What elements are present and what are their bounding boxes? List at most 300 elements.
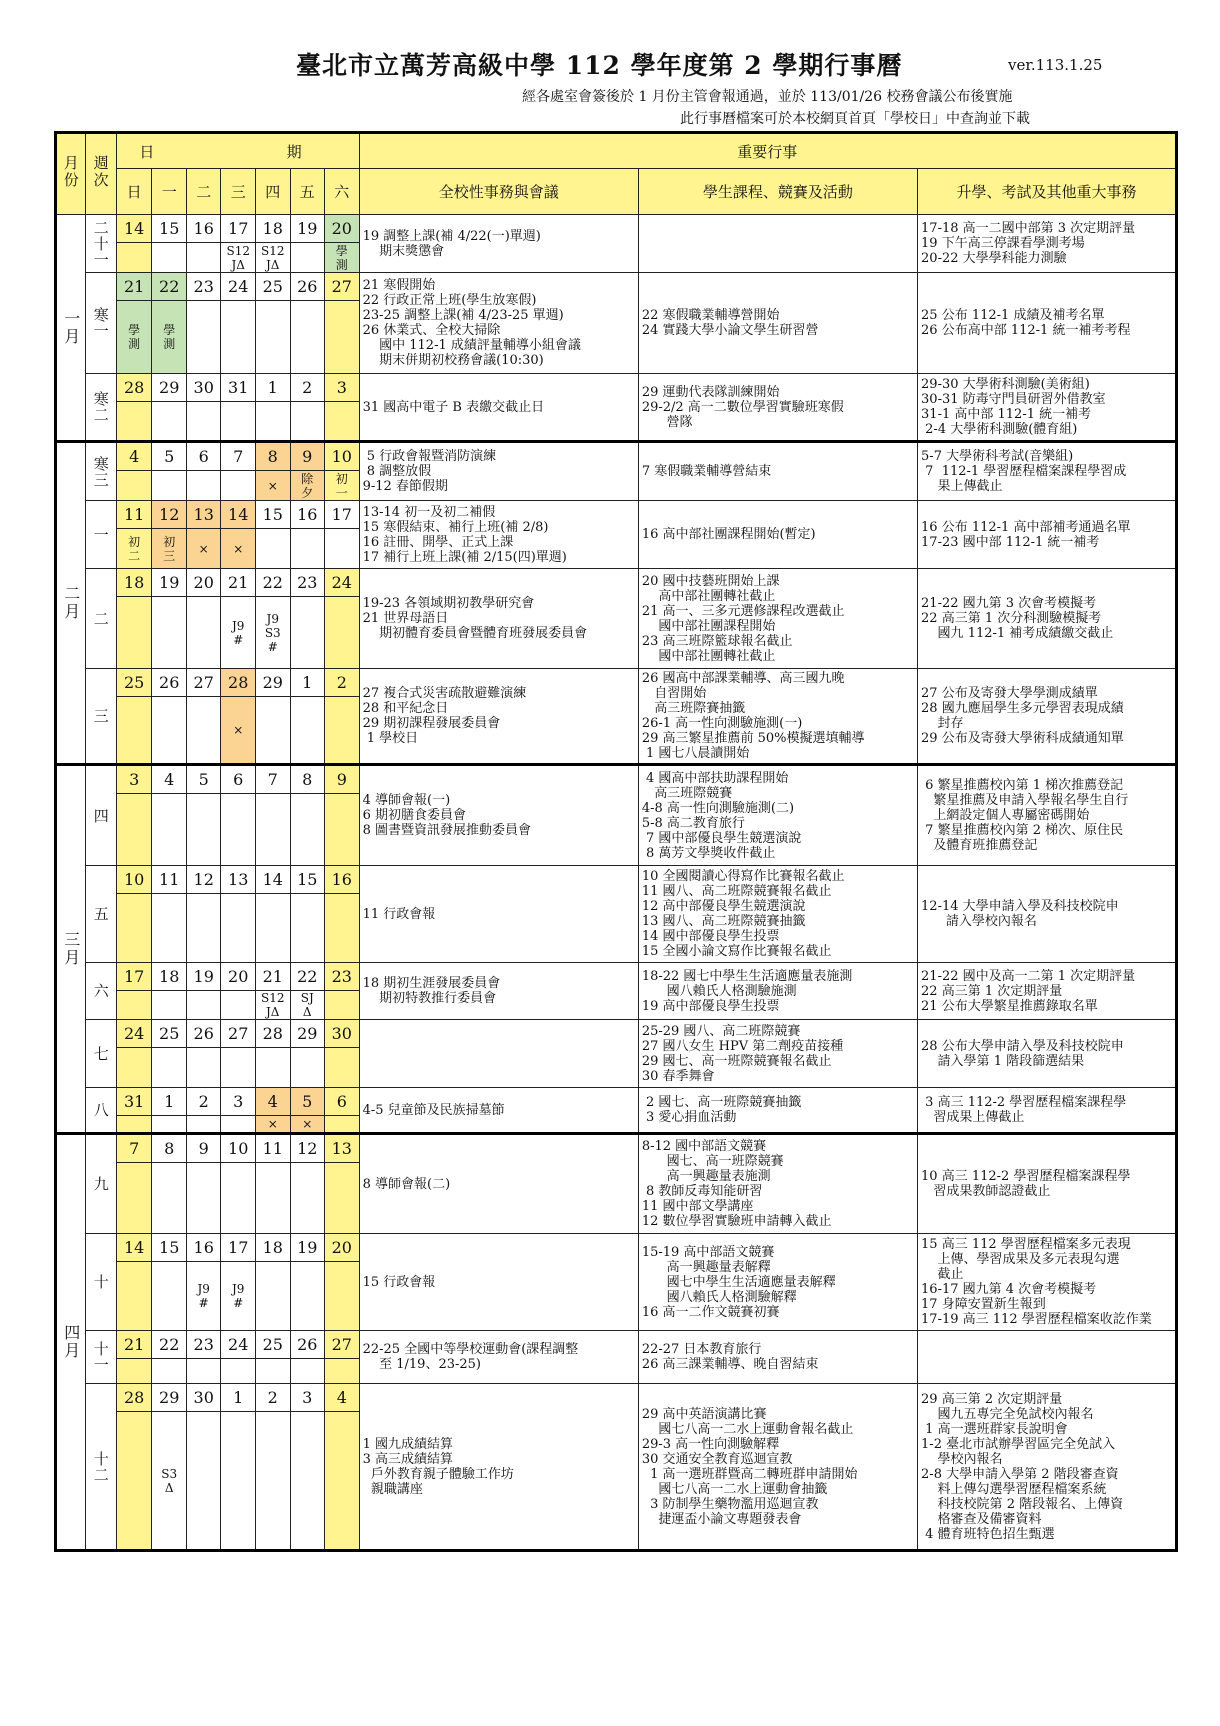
date-thu: 25	[255, 1331, 290, 1359]
date-mark-sat	[325, 1163, 360, 1234]
date-mon: 19	[152, 569, 187, 597]
events-student: 16 高中部社團課程開始(暫定)	[638, 501, 917, 569]
date-thu: 21	[255, 963, 290, 991]
download-note: 此行事曆檔案可於本校網頁首頁「學校日」中查詢並下載	[680, 111, 1030, 127]
date-mark-tue	[186, 243, 221, 273]
week-label: 十一	[86, 1331, 116, 1384]
date-thu: 2	[255, 1384, 290, 1412]
date-fri: 9	[290, 442, 325, 471]
events-school: 19-23 各領域期初教學研究會 21 世界母語日 期初體育委員會暨體育班發展委員會	[359, 569, 638, 669]
date-mark-mon	[152, 697, 187, 765]
date-mark-sat: 初 一	[325, 471, 360, 501]
date-sun: 31	[116, 1088, 152, 1116]
events-school: 15 行政會報	[359, 1234, 638, 1331]
date-mark-wed: ×	[221, 697, 256, 765]
date-mon: 26	[152, 669, 187, 697]
date-mark-fri	[290, 529, 325, 569]
date-fri: 15	[290, 866, 325, 894]
date-mark-thu: ×	[255, 1116, 290, 1134]
date-mark-thu: J9 S3 #	[255, 597, 290, 669]
date-fri: 19	[290, 215, 325, 243]
header-exam-affairs: 升學、考試及其他重大事務	[918, 169, 1177, 215]
date-sun: 7	[116, 1134, 152, 1163]
month-label: 一月	[56, 215, 86, 442]
events-school: 31 國高中電子 B 表繳交截止日	[359, 374, 638, 442]
date-sun: 14	[116, 1234, 152, 1262]
date-wed: 27	[221, 1020, 256, 1048]
date-mark-tue	[186, 1116, 221, 1134]
events-student: 15-19 高中部語文競賽 高一興趣量表解釋 國七中學生生活適應量表解釋 國八賴氏人格測驗解釋 16 高一二作文競賽初賽	[638, 1234, 917, 1331]
month-label: 三月	[56, 765, 86, 1134]
events-student: 20 國中技藝班開始上課 高中部社團轉社截止 21 高一、三多元選修課程改選截止 國中部社團課程開始 23 高三班際籃球報名截止 國中部社團轉社截止	[638, 569, 917, 669]
date-sat: 2	[325, 669, 360, 697]
date-thu: 11	[255, 1134, 290, 1163]
events-school: 1 國九成績結算 3 高三成績結算 戶外教育親子體驗工作坊 親職講座	[359, 1384, 638, 1551]
weekday-sun: 日	[116, 169, 152, 215]
month-label: 二月	[56, 442, 86, 765]
date-tue: 27	[186, 669, 221, 697]
date-mon: 29	[152, 1384, 187, 1412]
header-date-right: 期	[286, 142, 302, 161]
date-mark-sat	[325, 402, 360, 442]
date-mark-fri	[290, 301, 325, 374]
month-label: 四月	[56, 1134, 86, 1551]
events-exam: 21-22 國九第 3 次會考模擬考 22 高三第 1 次分科測驗模擬考 國九 112-1 補考成績繳交截止	[918, 569, 1177, 669]
events-exam: 3 高三 112-2 學習歷程檔案課程學 習成果上傳截止	[918, 1088, 1177, 1134]
events-student: 7 寒假職業輔導營結束	[638, 442, 917, 501]
date-mark-fri	[290, 1048, 325, 1088]
weekday-fri: 五	[290, 169, 325, 215]
date-fri: 22	[290, 963, 325, 991]
date-wed: 3	[221, 1088, 256, 1116]
week-row	[56, 501, 1177, 529]
date-mark-sat	[325, 697, 360, 765]
date-mark-tue	[186, 1048, 221, 1088]
week-row	[56, 765, 1177, 794]
date-mark-sun: 學 測	[116, 301, 152, 374]
date-mark-sat	[325, 597, 360, 669]
date-mark-fri	[290, 1359, 325, 1384]
date-wed: 24	[221, 1331, 256, 1359]
date-mark-wed	[221, 1048, 256, 1088]
date-sun: 24	[116, 1020, 152, 1048]
date-wed: 20	[221, 963, 256, 991]
header-date-left: 日	[139, 142, 155, 161]
date-sat: 4	[325, 1384, 360, 1412]
date-wed: 17	[221, 215, 256, 243]
week-row	[56, 374, 1177, 402]
events-exam: 15 高三 112 學習歷程檔案多元表現 上傳、學習成果及多元表現勾選 截止 16-17 國九第 4 次會考模擬考 17 身障安置新生報到 17-19 高三 112 學習歷程檔案收訖作業	[918, 1234, 1177, 1331]
date-mark-sat	[325, 1116, 360, 1134]
events-exam	[918, 1331, 1177, 1384]
date-mark-tue	[186, 471, 221, 501]
date-wed: 10	[221, 1134, 256, 1163]
date-sat: 3	[325, 374, 360, 402]
date-wed: 14	[221, 501, 256, 529]
events-exam: 29 高三第 2 次定期評量 國九五專完全免試校內報名 1 高一選班群家長說明會 1-2 臺北市試辦學習區完全免試入 學校內報名 2-8 大學申請入學第 2 階段審查資 料上傳勾選學習歷程檔案系統 科技校院第 2 階段報名、上傳資 格審查及備審資料 4 體育班特色招生甄選	[918, 1384, 1177, 1551]
date-mark-thu	[255, 301, 290, 374]
date-mark-thu: S12 JΔ	[255, 991, 290, 1020]
date-mark-mon: 初 三	[152, 529, 187, 569]
date-mark-mon	[152, 597, 187, 669]
events-exam: 21-22 國中及高一二第 1 次定期評量 22 高三第 1 次定期評量 21 公布大學繁星推薦錄取名單	[918, 963, 1177, 1020]
date-thu: 18	[255, 1234, 290, 1262]
date-mark-tue	[186, 697, 221, 765]
date-sun: 25	[116, 669, 152, 697]
date-tue: 2	[186, 1088, 221, 1116]
events-school: 18 期初生涯發展委員會 期初特教推行委員會	[359, 963, 638, 1020]
date-sun: 4	[116, 442, 152, 471]
events-student: 22 寒假職業輔導營開始 24 實踐大學小論文學生研習營	[638, 273, 917, 374]
date-mark-fri: ×	[290, 1116, 325, 1134]
week-label: 九	[86, 1134, 116, 1234]
events-school	[359, 1020, 638, 1088]
date-thu: 7	[255, 765, 290, 794]
events-student: 29 高中英語演講比賽 國七八高一二水上運動會報名截止 29-3 高一性向測驗解釋 30 交通安全教育巡迴宣教 1 高一選班群暨高二轉班群申請開始 國七八高一二水上運動會抽籤 3 防制學生藥物濫用巡迴宣教 捷運盃小論文專題發表會	[638, 1384, 917, 1551]
date-mark-fri	[290, 1262, 325, 1331]
date-thu: 14	[255, 866, 290, 894]
date-sun: 18	[116, 569, 152, 597]
week-label: 十	[86, 1234, 116, 1331]
date-sat: 27	[325, 1331, 360, 1359]
date-mark-sun	[116, 794, 152, 866]
date-fri: 12	[290, 1134, 325, 1163]
week-label: 八	[86, 1088, 116, 1134]
date-mark-mon	[152, 894, 187, 963]
header-week: 週次	[86, 133, 116, 215]
events-exam: 16 公布 112-1 高中部補考通過名單 17-23 國中部 112-1 統一補考	[918, 501, 1177, 569]
date-mark-sat	[325, 529, 360, 569]
events-school: 11 行政會報	[359, 866, 638, 963]
date-mark-mon	[152, 991, 187, 1020]
date-mark-thu	[255, 1359, 290, 1384]
week-label: 六	[86, 963, 116, 1020]
date-mark-tue: ×	[186, 529, 221, 569]
date-mark-thu	[255, 1412, 290, 1551]
events-school: 21 寒假開始 22 行政正常上班(學生放寒假) 23-25 調整上課(補 4/23-25 單週) 26 休業式、全校大掃除 國中 112-1 成績評量輔導小組會議 期末併期初校務會議(10:30)	[359, 273, 638, 374]
date-mon: 8	[152, 1134, 187, 1163]
header-student-activities: 學生課程、競賽及活動	[638, 169, 917, 215]
date-mark-sat	[325, 894, 360, 963]
version-label: ver.113.1.25	[1008, 56, 1103, 74]
date-mark-mon	[152, 1359, 187, 1384]
date-mon: 11	[152, 866, 187, 894]
events-student: 26 國高中部課業輔導、高三國九晚 自習開始 高三班際賽抽籤 26-1 高一性向測驗施測(一) 29 高三繁星推薦前 50%模擬選填輔導 1 國七八晨讀開始	[638, 669, 917, 765]
date-sat: 30	[325, 1020, 360, 1048]
date-mark-sun: 初 二	[116, 529, 152, 569]
date-mark-tue	[186, 402, 221, 442]
date-sat: 16	[325, 866, 360, 894]
date-mark-tue	[186, 1412, 221, 1551]
date-mark-tue	[186, 794, 221, 866]
date-mark-thu: ×	[255, 471, 290, 501]
week-row	[56, 1134, 1177, 1163]
date-mark-fri	[290, 894, 325, 963]
date-mark-fri	[290, 794, 325, 866]
events-exam: 28 公布大學申請入學及科技校院申 請入學第 1 階段篩選結果	[918, 1020, 1177, 1088]
week-row	[56, 669, 1177, 697]
week-label: 寒一	[86, 273, 116, 374]
date-mark-tue	[186, 597, 221, 669]
date-sun: 21	[116, 1331, 152, 1359]
date-fri: 3	[290, 1384, 325, 1412]
date-mon: 1	[152, 1088, 187, 1116]
week-row	[56, 963, 1177, 991]
events-school: 5 行政會報暨消防演練 8 調整放假 9-12 春節假期	[359, 442, 638, 501]
date-tue: 23	[186, 1331, 221, 1359]
date-tue: 5	[186, 765, 221, 794]
date-mark-mon	[152, 1262, 187, 1331]
events-exam: 25 公布 112-1 成績及補考名單 26 公布高中部 112-1 統一補考考程	[918, 273, 1177, 374]
date-mark-mon	[152, 1116, 187, 1134]
date-sat: 20	[325, 1234, 360, 1262]
events-student: 29 運動代表隊訓練開始 29-2/2 高一二數位學習實驗班寒假 營隊	[638, 374, 917, 442]
date-mark-thu	[255, 529, 290, 569]
date-mark-thu	[255, 697, 290, 765]
week-row	[56, 1331, 1177, 1359]
header-school-affairs: 全校性事務與會議	[359, 169, 638, 215]
date-mark-tue	[186, 1359, 221, 1384]
date-mon: 25	[152, 1020, 187, 1048]
date-mark-wed	[221, 1359, 256, 1384]
date-sun: 28	[116, 1384, 152, 1412]
date-mon: 4	[152, 765, 187, 794]
date-mark-sun	[116, 1116, 152, 1134]
date-wed: 31	[221, 374, 256, 402]
date-mark-wed	[221, 1116, 256, 1134]
week-label: 七	[86, 1020, 116, 1088]
date-sun: 3	[116, 765, 152, 794]
date-mark-tue	[186, 894, 221, 963]
date-fri: 23	[290, 569, 325, 597]
date-mark-wed	[221, 1412, 256, 1551]
date-wed: 24	[221, 273, 256, 301]
date-wed: 6	[221, 765, 256, 794]
date-mark-thu: S12 JΔ	[255, 243, 290, 273]
events-school: 4 導師會報(一) 6 期初膳食委員會 8 圖書暨資訊發展推動委員會	[359, 765, 638, 866]
date-mon: 5	[152, 442, 187, 471]
weekday-sat: 六	[325, 169, 360, 215]
approval-note: 經各處室會簽後於 1 月份主管會報通過，並於 113/01/26 校務會議公布後實施	[522, 89, 1013, 105]
date-mark-tue	[186, 1163, 221, 1234]
date-thu: 25	[255, 273, 290, 301]
date-mark-mon	[152, 471, 187, 501]
date-mark-mon: S3 Δ	[152, 1412, 187, 1551]
date-mark-sun	[116, 991, 152, 1020]
date-wed: 13	[221, 866, 256, 894]
date-mon: 22	[152, 1331, 187, 1359]
date-mark-sat	[325, 794, 360, 866]
events-student: 2 國七、高一班際競賽抽籤 3 愛心捐血活動	[638, 1088, 917, 1134]
events-school: 27 複合式災害疏散避難演練 28 和平紀念日 29 期初課程發展委員會 1 學校日	[359, 669, 638, 765]
date-mon: 18	[152, 963, 187, 991]
events-student: 18-22 國七中學生生活適應量表施測 國八賴氏人格測驗施測 19 高中部優良學生投票	[638, 963, 917, 1020]
date-tue: 20	[186, 569, 221, 597]
date-tue: 26	[186, 1020, 221, 1048]
week-label: 四	[86, 765, 116, 866]
date-sun: 28	[116, 374, 152, 402]
date-sat: 23	[325, 963, 360, 991]
date-mark-wed: ×	[221, 529, 256, 569]
date-mark-fri	[290, 1412, 325, 1551]
week-label: 寒三	[86, 442, 116, 501]
date-tue: 30	[186, 374, 221, 402]
date-mark-sun	[116, 1262, 152, 1331]
date-sun: 10	[116, 866, 152, 894]
date-sat: 20	[325, 215, 360, 243]
week-row	[56, 273, 1177, 301]
date-mark-thu	[255, 1262, 290, 1331]
date-mark-fri: SJ Δ	[290, 991, 325, 1020]
date-tue: 16	[186, 1234, 221, 1262]
date-tue: 12	[186, 866, 221, 894]
date-mark-fri: 除 夕	[290, 471, 325, 501]
date-mark-fri	[290, 597, 325, 669]
date-mark-tue: J9 #	[186, 1262, 221, 1331]
date-mark-thu	[255, 794, 290, 866]
weekday-thu: 四	[255, 169, 290, 215]
date-mark-sun	[116, 1048, 152, 1088]
date-sun: 17	[116, 963, 152, 991]
date-mark-sat	[325, 991, 360, 1020]
events-student: 4 國高中部扶助課程開始 高三班際競賽 4-8 高一性向測驗施測(二) 5-8 高二教育旅行 7 國中部優良學生競選演說 8 萬芳文學獎收件截止	[638, 765, 917, 866]
events-exam: 10 高三 112-2 學習歷程檔案課程學 習成果教師認證截止	[918, 1134, 1177, 1234]
week-row	[56, 442, 1177, 471]
date-mark-sun	[116, 1163, 152, 1234]
week-row	[56, 866, 1177, 894]
events-exam: 17-18 高一二國中部第 3 次定期評量 19 下午高三停課看學測考場 20-22 大學學科能力測驗	[918, 215, 1177, 273]
calendar-table	[54, 131, 1178, 1552]
date-thu: 4	[255, 1088, 290, 1116]
date-sat: 9	[325, 765, 360, 794]
date-mark-thu	[255, 1048, 290, 1088]
date-mark-wed	[221, 1163, 256, 1234]
week-label: 一	[86, 501, 116, 569]
header-month: 月份	[56, 133, 86, 215]
date-mark-thu	[255, 894, 290, 963]
date-mark-sat	[325, 1048, 360, 1088]
date-mark-mon	[152, 1163, 187, 1234]
date-mark-wed	[221, 301, 256, 374]
date-fri: 26	[290, 1331, 325, 1359]
events-school: 13-14 初一及初二補假 15 寒假結束、補行上班(補 2/8) 16 註冊、開學、正式上課 17 補行上班上課(補 2/15(四)單週)	[359, 501, 638, 569]
date-mark-wed	[221, 894, 256, 963]
date-mon: 29	[152, 374, 187, 402]
date-thu: 29	[255, 669, 290, 697]
date-fri: 8	[290, 765, 325, 794]
events-school: 22-25 全國中等學校運動會(課程調整 至 1/19、23-25)	[359, 1331, 638, 1384]
weekday-wed: 三	[221, 169, 256, 215]
week-row	[56, 215, 1177, 243]
events-exam: 29-30 大學術科測驗(美術組) 30-31 防毒守門員研習外借教室 31-1 高中部 112-1 統一補考 2-4 大學術科測驗(體育組)	[918, 374, 1177, 442]
date-mark-wed	[221, 471, 256, 501]
date-wed: 17	[221, 1234, 256, 1262]
date-mark-fri	[290, 697, 325, 765]
date-mark-thu	[255, 1163, 290, 1234]
week-row	[56, 569, 1177, 597]
date-sat: 13	[325, 1134, 360, 1163]
events-exam: 12-14 大學申請入學及科技校院申 請入學校內報名	[918, 866, 1177, 963]
date-mark-wed	[221, 991, 256, 1020]
events-student: 8-12 國中部語文競賽 國七、高一班際競賽 高一興趣量表施測 8 教師反毒知能研習 11 國中部文學講座 12 數位學習實驗班申請轉入截止	[638, 1134, 917, 1234]
date-wed: 1	[221, 1384, 256, 1412]
date-fri: 5	[290, 1088, 325, 1116]
date-mark-fri	[290, 402, 325, 442]
date-mark-tue	[186, 301, 221, 374]
date-mark-sun	[116, 894, 152, 963]
events-student	[638, 215, 917, 273]
week-row	[56, 1234, 1177, 1262]
date-tue: 6	[186, 442, 221, 471]
date-mark-wed: J9 #	[221, 597, 256, 669]
date-mark-sun	[116, 597, 152, 669]
events-student: 22-27 日本教育旅行 26 高三課業輔導、晚自習結束	[638, 1331, 917, 1384]
date-mark-sat: 學 測	[325, 243, 360, 273]
week-row	[56, 1088, 1177, 1116]
date-sat: 27	[325, 273, 360, 301]
week-row	[56, 1384, 1177, 1412]
week-label: 二	[86, 569, 116, 669]
date-mark-mon	[152, 243, 187, 273]
date-fri: 2	[290, 374, 325, 402]
date-mark-mon	[152, 794, 187, 866]
page-title: 臺北市立萬芳高級中學 112 學年度第 2 學期行事曆	[296, 51, 903, 80]
events-school: 19 調整上課(補 4/22(一)單週) 期末獎懲會	[359, 215, 638, 273]
header-date-group	[116, 133, 359, 169]
date-mark-mon: 學 測	[152, 301, 187, 374]
date-mon: 15	[152, 1234, 187, 1262]
date-sat: 10	[325, 442, 360, 471]
date-tue: 30	[186, 1384, 221, 1412]
weekday-mon: 一	[152, 169, 187, 215]
date-sun: 14	[116, 215, 152, 243]
date-mark-mon	[152, 1048, 187, 1088]
date-thu: 22	[255, 569, 290, 597]
week-label: 三	[86, 669, 116, 765]
date-mon: 22	[152, 273, 187, 301]
week-label: 十二	[86, 1384, 116, 1551]
date-fri: 26	[290, 273, 325, 301]
date-fri: 1	[290, 669, 325, 697]
week-label: 寒二	[86, 374, 116, 442]
date-mark-sun	[116, 402, 152, 442]
events-school: 4-5 兒童節及民族掃墓節	[359, 1088, 638, 1134]
date-tue: 23	[186, 273, 221, 301]
date-mark-wed: J9 #	[221, 1262, 256, 1331]
date-mark-mon	[152, 402, 187, 442]
date-mark-sun	[116, 697, 152, 765]
date-wed: 7	[221, 442, 256, 471]
events-student: 25-29 國八、高二班際競賽 27 國八女生 HPV 第二劑疫苗接種 29 國七、高一班際競賽報名截止 30 春季舞會	[638, 1020, 917, 1088]
date-mark-sun	[116, 1412, 152, 1551]
date-mark-sun	[116, 471, 152, 501]
date-mark-fri	[290, 243, 325, 273]
date-wed: 28	[221, 669, 256, 697]
date-mark-sat	[325, 1412, 360, 1551]
date-sat: 6	[325, 1088, 360, 1116]
date-sat: 17	[325, 501, 360, 529]
date-sun: 21	[116, 273, 152, 301]
date-thu: 28	[255, 1020, 290, 1048]
date-mon: 12	[152, 501, 187, 529]
date-tue: 9	[186, 1134, 221, 1163]
date-mark-tue	[186, 991, 221, 1020]
date-sat: 24	[325, 569, 360, 597]
events-student: 10 全國閱讀心得寫作比賽報名截止 11 國八、高二班際競賽報名截止 12 高中部優良學生競選演說 13 國八、高二班際競賽抽籤 14 國中部優良學生投票 15 全國小論文寫作比賽報名截止	[638, 866, 917, 963]
date-thu: 8	[255, 442, 290, 471]
events-exam: 27 公布及寄發大學學測成績單 28 國九應屆學生多元學習表現成績 封存 29 公布及寄發大學術科成績通知單	[918, 669, 1177, 765]
date-sun: 11	[116, 501, 152, 529]
